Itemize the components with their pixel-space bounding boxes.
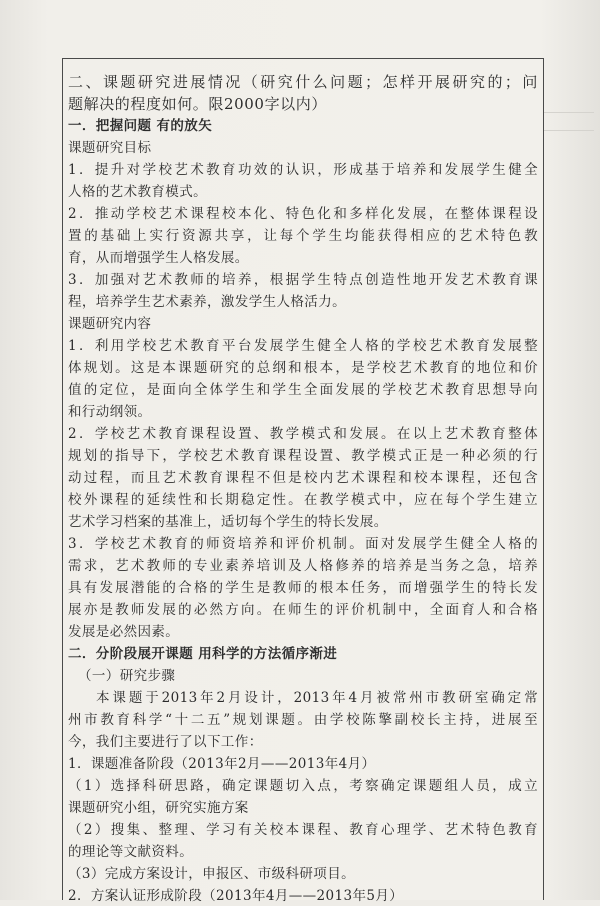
text-line: 今，我们主要进行了以下工作： — [68, 734, 263, 750]
text-line: 1．利用学校艺术教育平台发展学生健全人格的学校艺术教育发展整 — [68, 338, 538, 354]
text-line: 需求，艺术教师的专业素养培训及人格修养的培养是当务之急，培养 — [68, 558, 538, 574]
text-line: 展亦是教师发展的必然方向。在师生的评价机制中，全面育人和合格 — [68, 602, 538, 618]
text-line: （2）搜集、整理、学习有关校本课程、教育心理学、艺术特色教育 — [68, 822, 538, 838]
stage-heading: 2．方案认证形成阶段（2013年4月——2013年5月） — [68, 888, 404, 904]
subsection-heading: 一．把握问题 有的放矢 — [68, 118, 213, 134]
text-line: 州市教育科学“十二五”规划课题。由学校陈擎副校长主持，进展至 — [68, 712, 538, 728]
page-edge-shadow — [544, 130, 594, 131]
text-line: 3．加强对艺术教师的培养，根据学生特点创造性地开发艺术教育课 — [68, 272, 538, 288]
text-line: 发展是必然因素。 — [68, 624, 180, 640]
text-line: （1）选择科研思路，确定课题切入点，考察确定课题组人员，成立 — [68, 778, 538, 794]
text-line: 值的定位，是面向全体学生和学生全面发展的学校艺术教育思想导向 — [68, 382, 538, 398]
paragraph-title: 课题研究目标 — [68, 140, 152, 156]
text-line: 本课题于2013年2月设计，2013年4月被常州市教研室确定常 — [96, 690, 538, 706]
text-line: 规划的指导下，学校艺术教育课程设置、教学模式正是一种必须的行 — [68, 448, 538, 464]
paragraph-title: 课题研究内容 — [68, 316, 152, 332]
text-line: 置的基础上实行资源共享，让每个学生均能获得相应的艺术特色教 — [68, 228, 538, 244]
text-line: 人格的艺术教育模式。 — [68, 184, 207, 200]
text-line: 体规划。这是本课题研究的总纲和根本，是学校艺术教育的地位和价 — [68, 360, 538, 376]
text-line: （3）完成方案设计，申报区、市级科研项目。 — [68, 866, 355, 882]
stage-heading: 1．课题准备阶段（2013年2月——2013年4月） — [68, 756, 376, 772]
text-line: 1．提升对学校艺术教育功效的认识，形成基于培养和发展学生健全 — [68, 162, 538, 178]
section-heading: 二、课题研究进展情况（研究什么问题；怎样开展研究的；问 — [68, 73, 538, 91]
step-heading: （一）研究步骤 — [78, 668, 176, 684]
subsection-heading: 二．分阶段展开课题 用科学的方法循序渐进 — [68, 646, 338, 662]
text-line: 动过程，而且艺术教育课程不但是校内艺术课程和校本课程，还包含 — [68, 470, 538, 486]
section-heading-continued: 题解决的程度如何。限2000字以内） — [68, 95, 327, 113]
text-line: 具有发展潜能的合格的学生是教师的根本任务，而增强学生的特长发 — [68, 580, 538, 596]
text-line: 和行动纲领。 — [68, 404, 152, 420]
text-line: 育，从而增强学生人格发展。 — [68, 250, 249, 266]
text-line: 校外课程的延续性和长期稳定性。在教学模式中，应在每个学生建立 — [68, 492, 538, 508]
text-line: 2．推动学校艺术课程校本化、特色化和多样化发展，在整体课程设 — [68, 206, 538, 222]
text-line: 3．学校艺术教育的师资培养和评价机制。面对发展学生健全人格的 — [68, 536, 538, 552]
text-line: 2．学校艺术教育课程设置、教学模式和发展。在以上艺术教育整体 — [68, 426, 538, 442]
page-edge-shadow — [544, 112, 594, 113]
text-line: 程，培养学生艺术素养，激发学生人格活力。 — [68, 294, 346, 310]
text-line: 的理论等文献资料。 — [68, 844, 194, 860]
text-line: 艺术学习档案的基准上，适切每个学生的特长发展。 — [68, 514, 388, 530]
text-line: 课题研究小组，研究实施方案 — [68, 800, 249, 816]
